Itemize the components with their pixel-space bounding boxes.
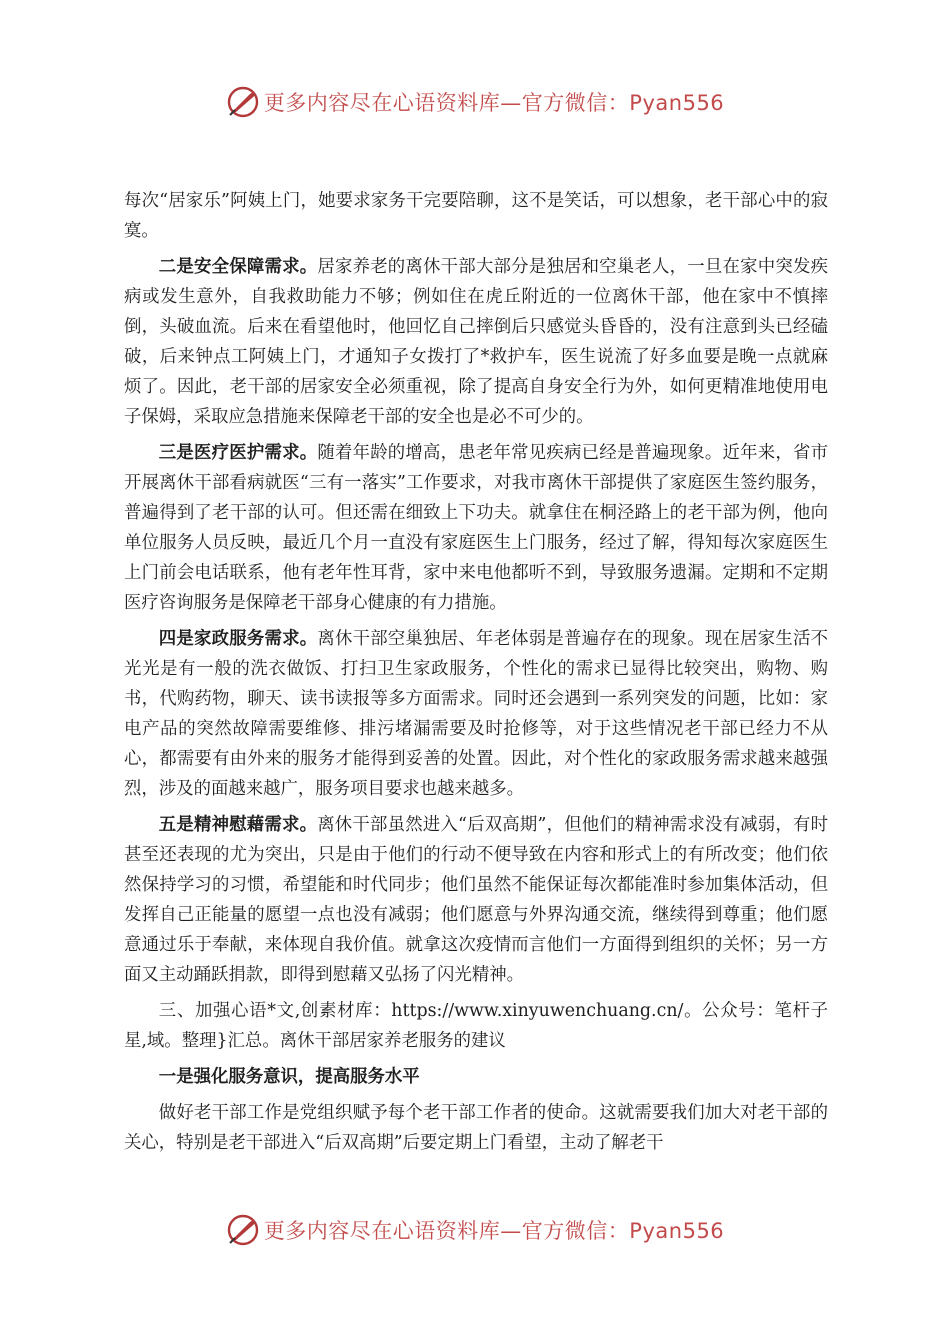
paragraph-text: 居家养老的离休干部大部分是独居和空巢老人，一旦在家中突发疾病或发生意外，自我救助能力不够；例如住在虎丘附近的一位离休干部，他在家中不慎摔倒，头破血流。后来在看望他时，他回忆自己摔倒后只感觉头昏昏的，没有注意到头已经磕破，后来钟点工阿姨上门，才通知子女拨打了*救护车，医生说流了好多血要是晚一点就麻烦了。因此，老干部的居家安全必须重视，除了提高自身安全行为外，如何更精准地使用电子保姆，采取应急措施来保障老干部的安全也是必不可少的。: [124, 257, 828, 427]
section-heading-suggestions: [124, 996, 828, 1056]
banner-text: 更多内容尽在心语资料库—官方微信：Pyan556: [263, 1219, 725, 1243]
footer-banner: [0, 1210, 950, 1250]
document-body: [124, 186, 828, 1164]
paragraph-text: 每次“居家乐”阿姨上门，她要求家务干完要陪聊，这不是笑话，可以想象，老干部心中的寂寞。: [124, 191, 828, 241]
paragraph-lead: 二是安全保障需求。: [158, 257, 318, 277]
paragraph-medical-needs: [124, 438, 828, 618]
quill-logo-icon: [226, 1213, 260, 1247]
banner-text: 更多内容尽在心语资料库—官方微信：Pyan556: [263, 91, 725, 115]
paragraph-lead: 四是家政服务需求。: [158, 629, 318, 649]
paragraph-text: 离休干部虽然进入“后双高期”，但他们的精神需求没有减弱，有时甚至还表现的尤为突出，只是由于他们的行动不便导致在内容和形式上的有所改变；他们依然保持学习的习惯，希望能和时代同步；他们虽然不能保证每次都能准时参加集体活动，但发挥自己正能量的愿望一点也没有减弱；他们愿意与外界沟通交流，继续得到尊重；他们愿意通过乐于奉献，来体现自我价值。就拿这次疫情而言他们一方面得到组织的关怀；另一方面又主动踊跃捐款，即得到慰藉又弘扬了闪光精神。: [124, 815, 828, 985]
paragraph-service-mission: [124, 1098, 828, 1158]
paragraph-text: 随着年龄的增高，患老年常见疾病已经是普遍现象。近年来，省市开展离休干部看病就医“三有一落实”工作要求，对我市离休干部提供了家庭医生签约服务，普遍得到了老干部的认可。但还需在细致上下功夫。就拿住在桐泾路上的老干部为例，他向单位服务人员反映，最近几个月一直没有家庭医生上门服务，经过了解，得知每次家庭医生上门前会电话联系，他有老年性耳背，家中来电他都听不到，导致服务遗漏。定期和不定期医疗咨询服务是保障老干部身心健康的有力措施。: [124, 443, 828, 613]
paragraph-text: 做好老干部工作是党组织赋予每个老干部工作者的使命。这就需要我们加大对老干部的关心，特别是老干部进入“后双高期”后要定期上门看望，主动了解老干: [124, 1103, 828, 1153]
header-banner: [0, 82, 950, 122]
paragraph-lead: 五是精神慰藉需求。: [158, 815, 318, 835]
paragraph-lead: 三是医疗医护需求。: [158, 443, 318, 463]
paragraph-housekeeping-needs: [124, 624, 828, 804]
paragraph-continuation: [124, 186, 828, 246]
paragraph-text: 离休干部空巢独居、年老体弱是普遍存在的现象。现在居家生活不光光是有一般的洗衣做饭、打扫卫生家政服务，个性化的需求已显得比较突出，购物、购书，代购药物，聊天、读书读报等多方面需求。同时还会遇到一系列突发的问题，比如：家电产品的突然故障需要维修、排污堵漏需要及时抢修等，对于这些情况老干部已经力不从心，都需要有由外来的服务才能得到妥善的处置。因此，对个性化的家政服务需求越来越强烈，涉及的面越来越广，服务项目要求也越来越多。: [124, 629, 828, 799]
paragraph-text: 三、加强心语*文,创素材库：https://www.xinyuwenchuang.cn/。公众号：笔杆子星,域。整理}汇总。离休干部居家养老服务的建议: [124, 1001, 828, 1051]
paragraph-lead: 一是强化服务意识，提高服务水平: [158, 1067, 420, 1087]
paragraph-safety-needs: [124, 252, 828, 432]
quill-logo-icon: [226, 85, 260, 119]
subheading-service-awareness: [124, 1062, 828, 1092]
paragraph-spiritual-needs: [124, 810, 828, 990]
